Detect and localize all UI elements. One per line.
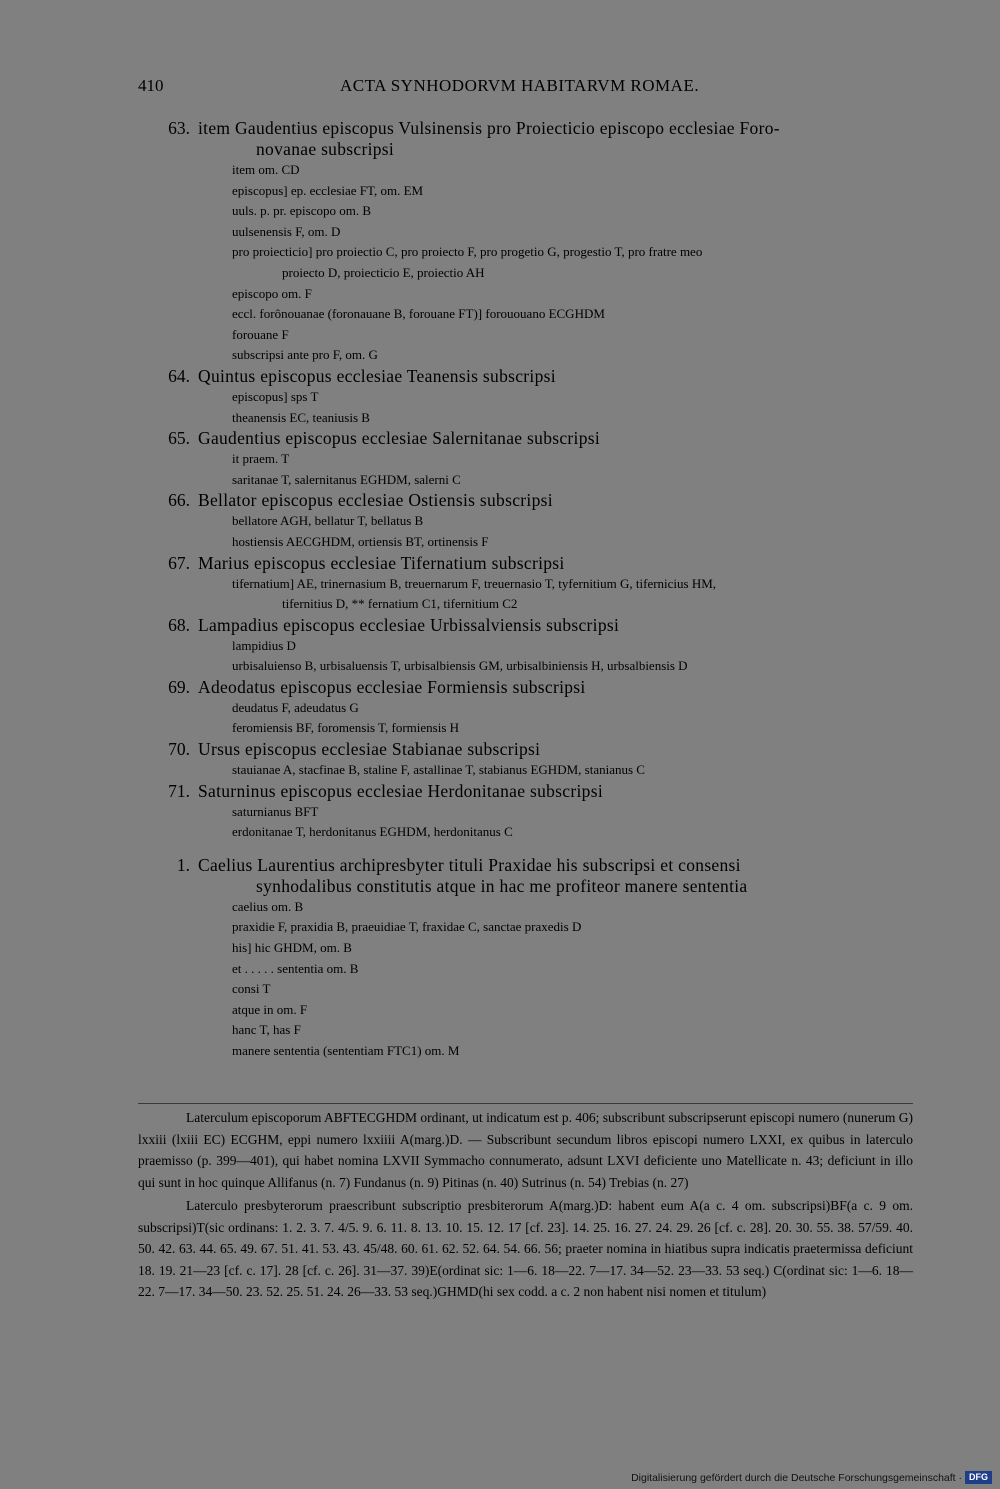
variant-line: bellatore AGH, bellatur T, bellatus B: [232, 513, 424, 529]
entry-heading-cont: synhodalibus constitutis atque in hac me profiteor manere sententia: [256, 875, 748, 896]
variant-line: consi T: [232, 981, 271, 997]
entry-number: 67.: [168, 552, 190, 573]
entry-heading: Adeodatus episcopus ecclesiae Formiensis subscripsi: [198, 676, 586, 697]
variant-line: theanensis EC, teaniusis B: [232, 409, 370, 425]
entry-heading: Caelius Laurentius archipresbyter tituli Praxidae his subscripsi et consensi: [198, 854, 741, 875]
entry-heading: Saturninus episcopus ecclesiae Herdonitanae subscripsi: [198, 780, 603, 801]
footer-text: Digitalisierung gefördert durch die Deutsche Forschungsgemeinschaft ·: [631, 1472, 962, 1484]
variant-line: caelius om. B: [232, 898, 304, 914]
variant-line: item om. CD: [232, 162, 300, 177]
entry-number: 70.: [168, 739, 190, 760]
entry-heading-cont: novanae subscripsi: [256, 139, 395, 159]
entry-heading: Ursus episcopus ecclesiae Stabianae subscripsi: [198, 739, 541, 760]
variant-line: urbisaluienso B, urbisaluensis T, urbisalbiensis GM, urbisalbiniensis H, urbsalbiensis D: [232, 658, 688, 674]
variant-line: forouane F: [232, 326, 289, 342]
entry-number: 65.: [168, 428, 190, 449]
variant-line: saturnianus BFT: [232, 803, 319, 819]
variant-line: uuls. p. pr. episcopo om. B: [232, 203, 372, 219]
entry-64: [0, 366, 1000, 428]
dfg-logo: DFG: [965, 1471, 992, 1484]
page-number: 410: [138, 76, 164, 95]
entry-63: [0, 118, 1000, 366]
variant-line: his] hic GHDM, om. B: [232, 940, 352, 956]
variant-line: episcopus] sps T: [232, 388, 319, 404]
variant-line: praxidie F, praxidia B, praeuidiae T, fraxidae C, sanctae praxedis D: [232, 919, 582, 935]
variant-line: stauianae A, stacfinae B, staline F, astallinae T, stabianus EGHDM, stanianus C: [232, 762, 645, 778]
digitization-footer: [0, 1466, 1000, 1489]
footnote-rule: [138, 1103, 913, 1104]
variant-line: uulsenensis F, om. D: [232, 223, 341, 239]
variant-line: hanc T, has F: [232, 1022, 301, 1038]
variant-line: deudatus F, adeudatus G: [232, 699, 359, 715]
entry-heading: Gaudentius episcopus ecclesiae Salernitanae subscripsi: [198, 428, 601, 449]
footnote-paragraph: Laterculum episcoporum ABFTECGHDM ordinant, ut indicatum est p. 406; subscribunt subscripserunt episcopi numero (nunerum G) lxxiii (lxiii EC) ECGHM, eppi numero lxxiiii A(marg.)D. — Subscribunt secundum libros episcopi numero LXXI, ex quibus in laterculo praemisso (p. 399—401), qui habet nomina LXVII Symmacho connumerato, adsunt LXVI deficiente uno Matellicate n. 43; deficiunt in illo qui sunt in hoc quinque Allifanus (n. 7) Fundanus (n. 9) Pitinas (n. 40) Sutrinus (n. 54) Trebias (n. 27): [138, 1110, 913, 1190]
entry-71: [0, 781, 1000, 843]
variant-line: saritanae T, salernitanus EGHDM, salerni C: [232, 471, 461, 487]
page-header: [0, 76, 1000, 100]
variant-line: erdonitanae T, herdonitanus EGHDM, herdonitanus C: [232, 824, 513, 840]
entry-number: 1.: [176, 854, 190, 875]
entry-number: 66.: [168, 490, 190, 511]
variant-line: it praem. T: [232, 451, 290, 467]
entry-70: [0, 739, 1000, 781]
entry-number: 71.: [168, 780, 190, 801]
entry-number: 69.: [168, 676, 190, 697]
entry-number: 64.: [168, 365, 190, 386]
entry-number: 63.: [168, 118, 190, 138]
entry-heading: Lampadius episcopus ecclesiae Urbissalviensis subscripsi: [198, 614, 620, 635]
entry-68: [0, 615, 1000, 677]
variant-line: subscripsi ante pro F, om. G: [232, 347, 378, 363]
entry-heading: Quintus episcopus ecclesiae Teanensis subscripsi: [198, 365, 556, 386]
footnotes: [138, 1107, 913, 1305]
variant-line: feromiensis BF, foromensis T, formiensis H: [232, 720, 460, 736]
entry-number: 68.: [168, 614, 190, 635]
running-title: ACTA SYNHODORVM HABITARVM ROMAE.: [340, 76, 700, 95]
entry-heading: item Gaudentius episcopus Vulsinensis pro Proiecticio episcopo ecclesiae Foro-: [198, 118, 780, 138]
variant-line: episcopus] ep. ecclesiae FT, om. EM: [232, 182, 424, 198]
footnote-paragraph: Laterculo presbyterorum praescribunt subscriptio presbiterorum A(marg.)D: habent eum A(a c. 4 om. subscripsi)BF(a c. 9 om. subscripsi)T(sic ordinans: 1. 2. 3. 7. 4/5. 9. 6. 11. 8. 13. 10. 15. 12. 17 [cf. 23]. 14. 25. 16. 27. 24. 29. 26 [cf. c. 28]. 20. 30. 55. 38. 57/59. 40. 50. 42. 63. 44. 65. 49. 67. 51. 41. 53. 43. 45/48. 60. 61. 62. 52. 64. 54. 66. 56; praeter nomina in hiatibus supra indicatis praetermissa deficiunt 18. 19. 21—23 [cf. c. 17]. 28 [cf. c. 26]. 31—37. 39)E(ordinat sic: 1—6. 18—22. 7—17. 34—52. 23—33. 53 seq.) C(ordinat sic: 1—6. 18—22. 7—17. 34—50. 23. 52. 25. 51. 24. 26—33. 53 seq.)GHMD(hi sex codd. a c. 2 non habent nisi nomen et titulum): [138, 1198, 913, 1299]
variant-line: hostiensis AECGHDM, ortiensis BT, ortinensis F: [232, 533, 489, 549]
variant-line: lampidius D: [232, 637, 296, 653]
variant-line: episcopo om. F: [232, 285, 312, 301]
variant-line: pro proiecticio] pro proiectio C, pro proiecto F, pro progetio G, progestio T, pro fratre meo: [232, 244, 703, 260]
entry-heading: Marius episcopus ecclesiae Tifernatium subscripsi: [198, 552, 565, 573]
entry-66: [0, 490, 1000, 552]
entry-presbyter-1: [0, 855, 1000, 1062]
variant-line: tifernatium] AE, trinernasium B, treuernarum F, treuernasio T, tyfernitium G, tifernicius HM,: [232, 575, 717, 591]
variant-line: manere sententia (sententiam FTC1) om. M: [232, 1043, 460, 1058]
entry-65: [0, 428, 1000, 490]
variant-line: atque in om. F: [232, 1001, 308, 1017]
variant-line: eccl. forônouanae (foronauane B, forouane FT)] forououano ECGHDM: [232, 306, 605, 322]
variant-line: et . . . . . sententia om. B: [232, 960, 359, 976]
variant-line: proiecto D, proiecticio E, proiectio AH: [282, 264, 485, 280]
entries-body: [0, 118, 1000, 1062]
entry-69: [0, 677, 1000, 739]
entry-67: [0, 553, 1000, 615]
entry-heading: Bellator episcopus ecclesiae Ostiensis subscripsi: [198, 490, 553, 511]
variant-line: tifernitius D, ** fernatium C1, tifernitium C2: [282, 596, 518, 612]
